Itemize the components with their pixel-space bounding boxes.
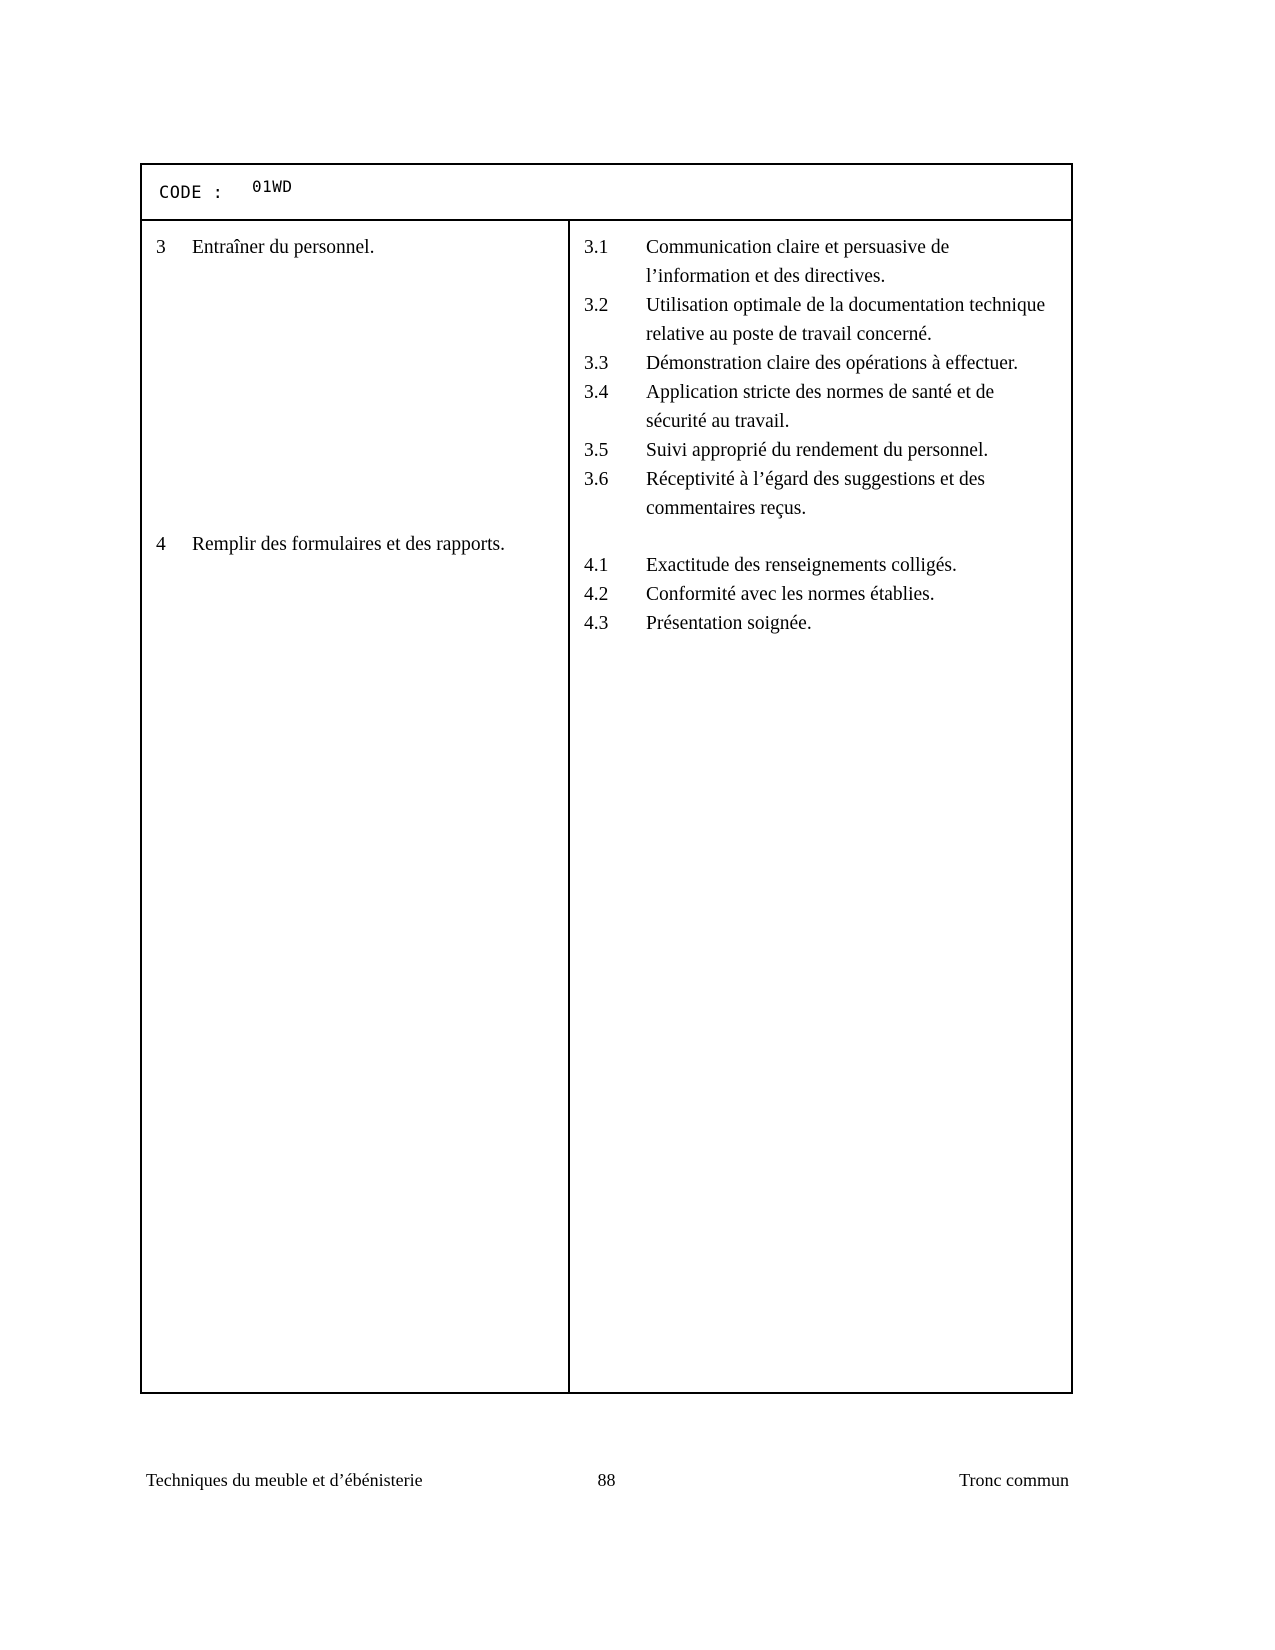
criterion-text: Présentation soignée. [646, 613, 812, 634]
competency-table [140, 163, 1073, 1394]
criterion-number: 3.5 [584, 440, 609, 461]
column-spacer [156, 262, 558, 530]
criterion-number: 4.2 [584, 584, 609, 605]
task-number: 4 [156, 534, 166, 555]
list-item [584, 551, 1057, 580]
table-row [156, 530, 558, 559]
list-item [584, 349, 1057, 378]
criterion-number: 3.3 [584, 353, 609, 374]
criterion-text: Utilisation optimale de la documentation technique relative au poste de travail concerné. [646, 295, 1046, 345]
criterion-number: 4.3 [584, 613, 609, 634]
page-footer [140, 1470, 1073, 1496]
list-item [584, 291, 1057, 349]
table-body-row [142, 221, 1071, 1394]
criterion-text: Application stricte des normes de santé et de sécurité au travail. [646, 382, 995, 432]
criterion-text: Démonstration claire des opérations à effectuer. [646, 353, 1019, 374]
footer-section-name: Tronc commun [959, 1470, 1069, 1490]
table-row [156, 233, 558, 262]
list-item [584, 233, 1057, 291]
code-label: CODE : [159, 183, 224, 203]
criterion-number: 4.1 [584, 555, 609, 576]
footer-page-number: 88 [597, 1470, 616, 1490]
criterion-number: 3.6 [584, 469, 609, 490]
task-text: Entraîner du personnel. [192, 237, 375, 258]
criteria-group-gap [584, 523, 1057, 551]
footer-program-name: Techniques du meuble et d’ébénisterie [146, 1470, 423, 1490]
criterion-number: 3.4 [584, 382, 609, 403]
list-item [584, 378, 1057, 436]
code-row [142, 165, 1071, 221]
criterion-text: Exactitude des renseignements colligés. [646, 555, 957, 576]
criterion-text: Réceptivité à l’égard des suggestions et des commentaires reçus. [646, 469, 985, 519]
criterion-number: 3.1 [584, 237, 609, 258]
criterion-text: Communication claire et persuasive de l’information et des directives. [646, 237, 950, 287]
criteria-column [570, 221, 1071, 1394]
list-item [584, 580, 1057, 609]
list-item [584, 609, 1057, 638]
list-item [584, 436, 1057, 465]
code-value: 01WD [252, 177, 293, 196]
task-number: 3 [156, 237, 166, 258]
criterion-text: Conformité avec les normes établies. [646, 584, 935, 605]
tasks-column [142, 221, 570, 1394]
list-item [584, 465, 1057, 523]
criterion-text: Suivi approprié du rendement du personnel. [646, 440, 989, 461]
task-text: Remplir des formulaires et des rapports. [192, 534, 505, 555]
criterion-number: 3.2 [584, 295, 609, 316]
